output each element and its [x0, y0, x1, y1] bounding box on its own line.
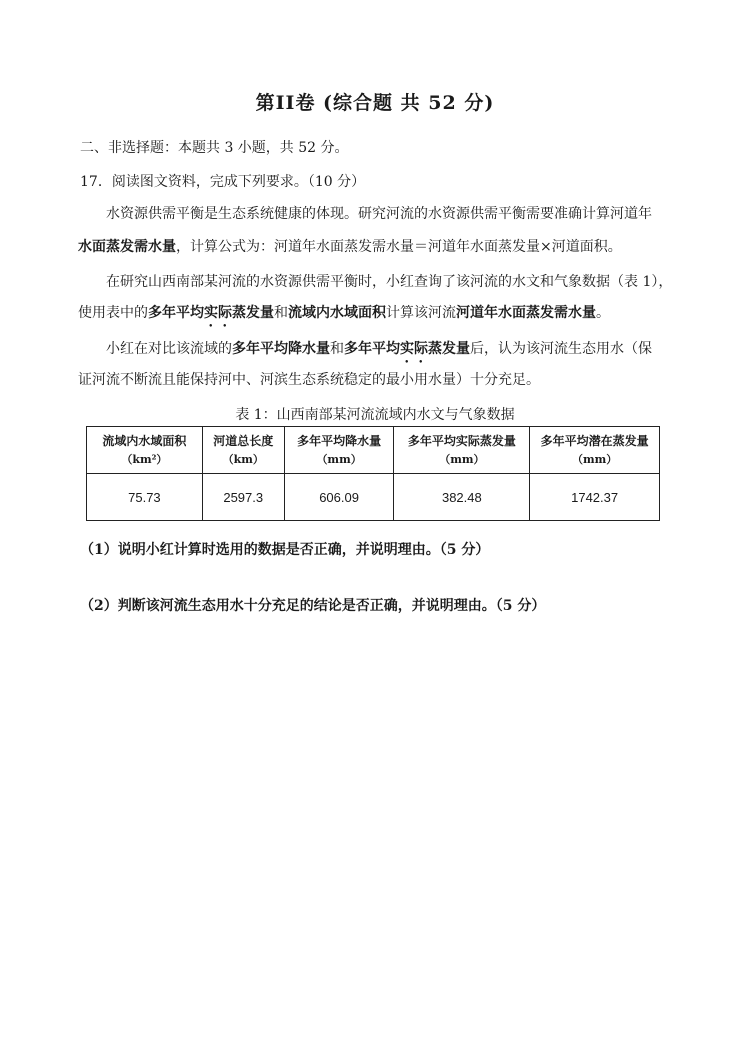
para2-term-3: 河道年水面蒸发需水量	[456, 305, 596, 321]
table-header-row	[87, 427, 660, 474]
para1-term: 水面蒸发需水量	[78, 239, 176, 255]
header-actual-evaporation: 多年平均实际蒸发量 （mm）	[394, 427, 530, 474]
header-water-area: 流域内水域面积 （km²）	[87, 427, 203, 474]
para1-formula: ，计算公式为：河道年水面蒸发需水量＝河道年水面蒸发量×河道面积。	[176, 239, 622, 255]
data-table	[86, 426, 660, 521]
para3-term-1: 多年平均降水量	[232, 341, 330, 357]
para3-text: 后，认为该河流生态用水（保	[470, 341, 652, 357]
table-caption: 表 1：山西南部某河流流域内水文与气象数据	[235, 407, 515, 423]
para1-line2	[78, 237, 622, 257]
para2-line1: 在研究山西南部某河流的水资源供需平衡时，小红查询了该河流的水文和气象数据（表 1），	[106, 274, 673, 290]
para3-line2: 证河流不断流且能保持河中、河滨生态系统稳定的最小用水量）十分充足。	[78, 372, 540, 388]
para3-term-2: 多年平均实际蒸发量	[344, 341, 470, 357]
cell-river-length: 2597.3	[202, 474, 284, 521]
para2-text: 计算该河流	[386, 305, 456, 321]
cell-actual-evaporation: 382.48	[394, 474, 530, 521]
cell-potential-evaporation: 1742.37	[530, 474, 660, 521]
para3-text: 和	[330, 341, 344, 357]
para2-text: 使用表中的	[78, 305, 148, 321]
question-stem: 17．阅读图文资料，完成下列要求。（10 分）	[80, 174, 366, 190]
header-river-length: 河道总长度 （km）	[202, 427, 284, 474]
subquestion-1: （1）说明小红计算时选用的数据是否正确，并说明理由。（5 分）	[80, 542, 490, 558]
para3-line1	[106, 339, 652, 366]
para3-text: 小红在对比该流域的	[106, 341, 232, 357]
section-heading: 二、非选择题：本题共 3 小题，共 52 分。	[80, 140, 349, 156]
page-title: 第II卷 (综合题 共 52 分)	[255, 92, 495, 114]
para2-term-1: 多年平均实际蒸发量	[148, 305, 274, 321]
header-precipitation: 多年平均降水量 （mm）	[284, 427, 394, 474]
table-row	[87, 474, 660, 521]
cell-water-area: 75.73	[87, 474, 203, 521]
cell-precipitation: 606.09	[284, 474, 394, 521]
header-potential-evaporation: 多年平均潜在蒸发量 （mm）	[530, 427, 660, 474]
subquestion-2: （2）判断该河流生态用水十分充足的结论是否正确，并说明理由。（5 分）	[80, 598, 546, 614]
para2-term-2: 流域内水域面积	[288, 305, 386, 321]
para2-text: 。	[596, 305, 610, 321]
para2-text: 和	[274, 305, 288, 321]
para1-line1: 水资源供需平衡是生态系统健康的体现。研究河流的水资源供需平衡需要准确计算河道年	[106, 206, 652, 222]
para2-line2	[78, 303, 610, 330]
